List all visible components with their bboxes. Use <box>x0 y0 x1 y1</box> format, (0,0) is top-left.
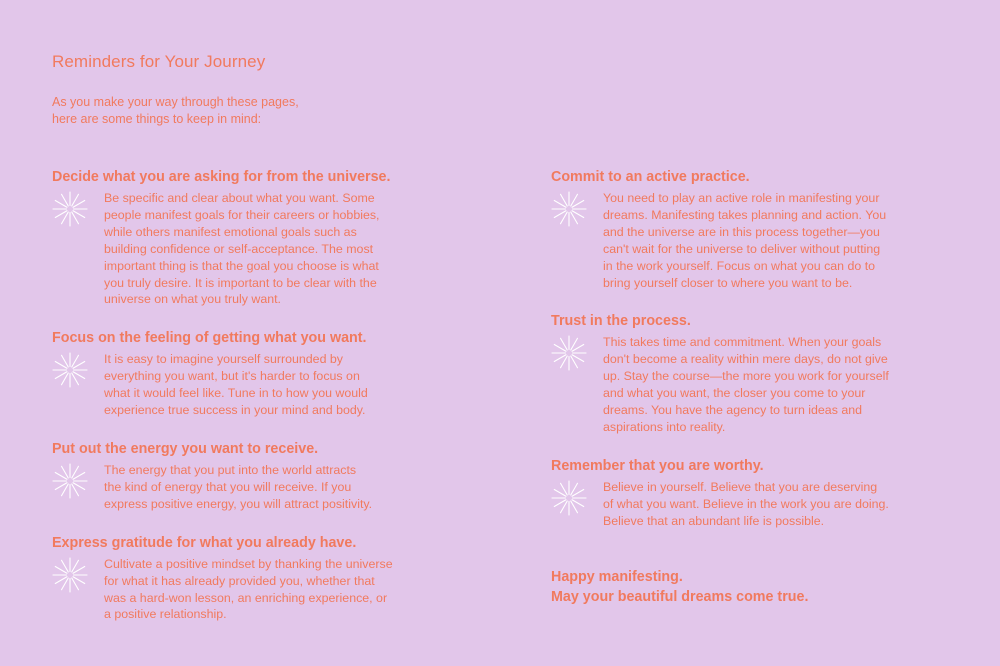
sparkle-icon <box>52 191 88 227</box>
section-heading: Focus on the feeling of getting what you want. <box>52 330 367 347</box>
body-line: and what you want, the closer you come to your <box>603 386 866 401</box>
body-line: don't become a reality within mere days, do not give <box>603 352 888 367</box>
section-body <box>104 556 432 624</box>
sparkle-icon <box>551 480 587 516</box>
sparkle-icon <box>551 191 587 227</box>
body-line: for what it has already provided you, whether that <box>104 573 375 588</box>
section-heading: Decide what you are asking for from the universe. <box>52 169 391 185</box>
section-body <box>603 334 931 435</box>
section-decide <box>52 167 432 308</box>
section-heading: Trust in the process. <box>551 313 691 330</box>
section-energy <box>52 439 432 513</box>
body-line: dreams. Manifesting takes planning and action. You <box>603 207 887 222</box>
closing-line: Happy manifesting. <box>551 568 683 585</box>
body-line: Believe that an abundant life is possible. <box>603 513 825 528</box>
intro-text <box>52 94 372 128</box>
body-line: can't wait for the universe to deliver without putting <box>603 241 881 256</box>
body-line: a positive relationship. <box>104 607 227 622</box>
right-column <box>551 167 931 607</box>
sparkle-icon <box>551 335 587 371</box>
intro-line: As you make your way through these pages, <box>52 95 299 109</box>
body-line: The energy that you put into the world attracts <box>104 462 357 477</box>
section-heading: Put out the energy you want to receive. <box>52 440 319 457</box>
section-commit <box>551 167 931 291</box>
body-line: people manifest goals for their careers or hobbies, <box>104 207 380 222</box>
body-line: dreams. You have the agency to turn ideas and <box>603 403 863 418</box>
intro-line: here are some things to keep in mind: <box>52 112 262 126</box>
body-line: and the universe are in this process together—you <box>603 224 880 239</box>
body-line: It is easy to imagine yourself surrounded by <box>104 352 343 367</box>
left-column <box>52 167 432 623</box>
closing-message <box>551 567 931 607</box>
body-line: was a hard-won lesson, an enriching experience, or <box>104 590 388 605</box>
body-line: the kind of energy that you will receive. If you <box>104 479 352 494</box>
body-line: up. Stay the course—the more you work for yourself <box>603 369 889 384</box>
body-line: Believe in yourself. Believe that you are deserving <box>603 479 878 494</box>
body-line: Be specific and clear about what you want. Some <box>104 191 375 205</box>
section-heading: Commit to an active practice. <box>551 169 750 185</box>
body-line: experience true success in your mind and body. <box>104 403 366 418</box>
sparkle-icon <box>52 352 88 388</box>
body-line: important thing is that the goal you choose is what <box>104 258 379 273</box>
body-line: universe on what you truly want. <box>104 292 282 307</box>
body-line: you truly desire. It is important to be clear with the <box>104 275 377 290</box>
body-line: aspirations into reality. <box>603 419 726 434</box>
section-gratitude <box>52 533 432 624</box>
body-line: of what you want. Believe in the work you are doing. <box>603 496 889 511</box>
section-heading: Remember that you are worthy. <box>551 457 764 474</box>
body-line: building confidence or self-acceptance. The most <box>104 241 374 256</box>
section-body <box>603 479 931 530</box>
section-body <box>104 351 432 419</box>
body-line: bring yourself closer to where you want to be. <box>603 275 853 290</box>
body-line: express positive energy, you will attract positivity. <box>104 496 373 511</box>
section-focus <box>52 328 432 419</box>
body-line: while others manifest emotional goals such as <box>104 224 357 239</box>
body-line: You need to play an active role in manifesting your <box>603 191 880 205</box>
section-body <box>104 190 432 308</box>
body-line: what it would feel like. Tune in to how you would <box>104 386 368 401</box>
body-line: in the work yourself. Focus on what you can do to <box>603 258 876 273</box>
sparkle-icon <box>52 463 88 499</box>
body-line: everything you want, but it's harder to focus on <box>104 369 360 384</box>
section-worthy <box>551 456 931 530</box>
section-body <box>603 190 931 291</box>
body-line: This takes time and commitment. When your goals <box>603 335 882 350</box>
section-heading: Express gratitude for what you already have. <box>52 534 357 551</box>
section-trust <box>551 311 931 435</box>
body-line: Cultivate a positive mindset by thanking the universe <box>104 556 393 571</box>
section-body <box>104 462 432 513</box>
sparkle-icon <box>52 557 88 593</box>
closing-line: May your beautiful dreams come true. <box>551 588 809 605</box>
page-title: Reminders for Your Journey <box>52 52 266 71</box>
